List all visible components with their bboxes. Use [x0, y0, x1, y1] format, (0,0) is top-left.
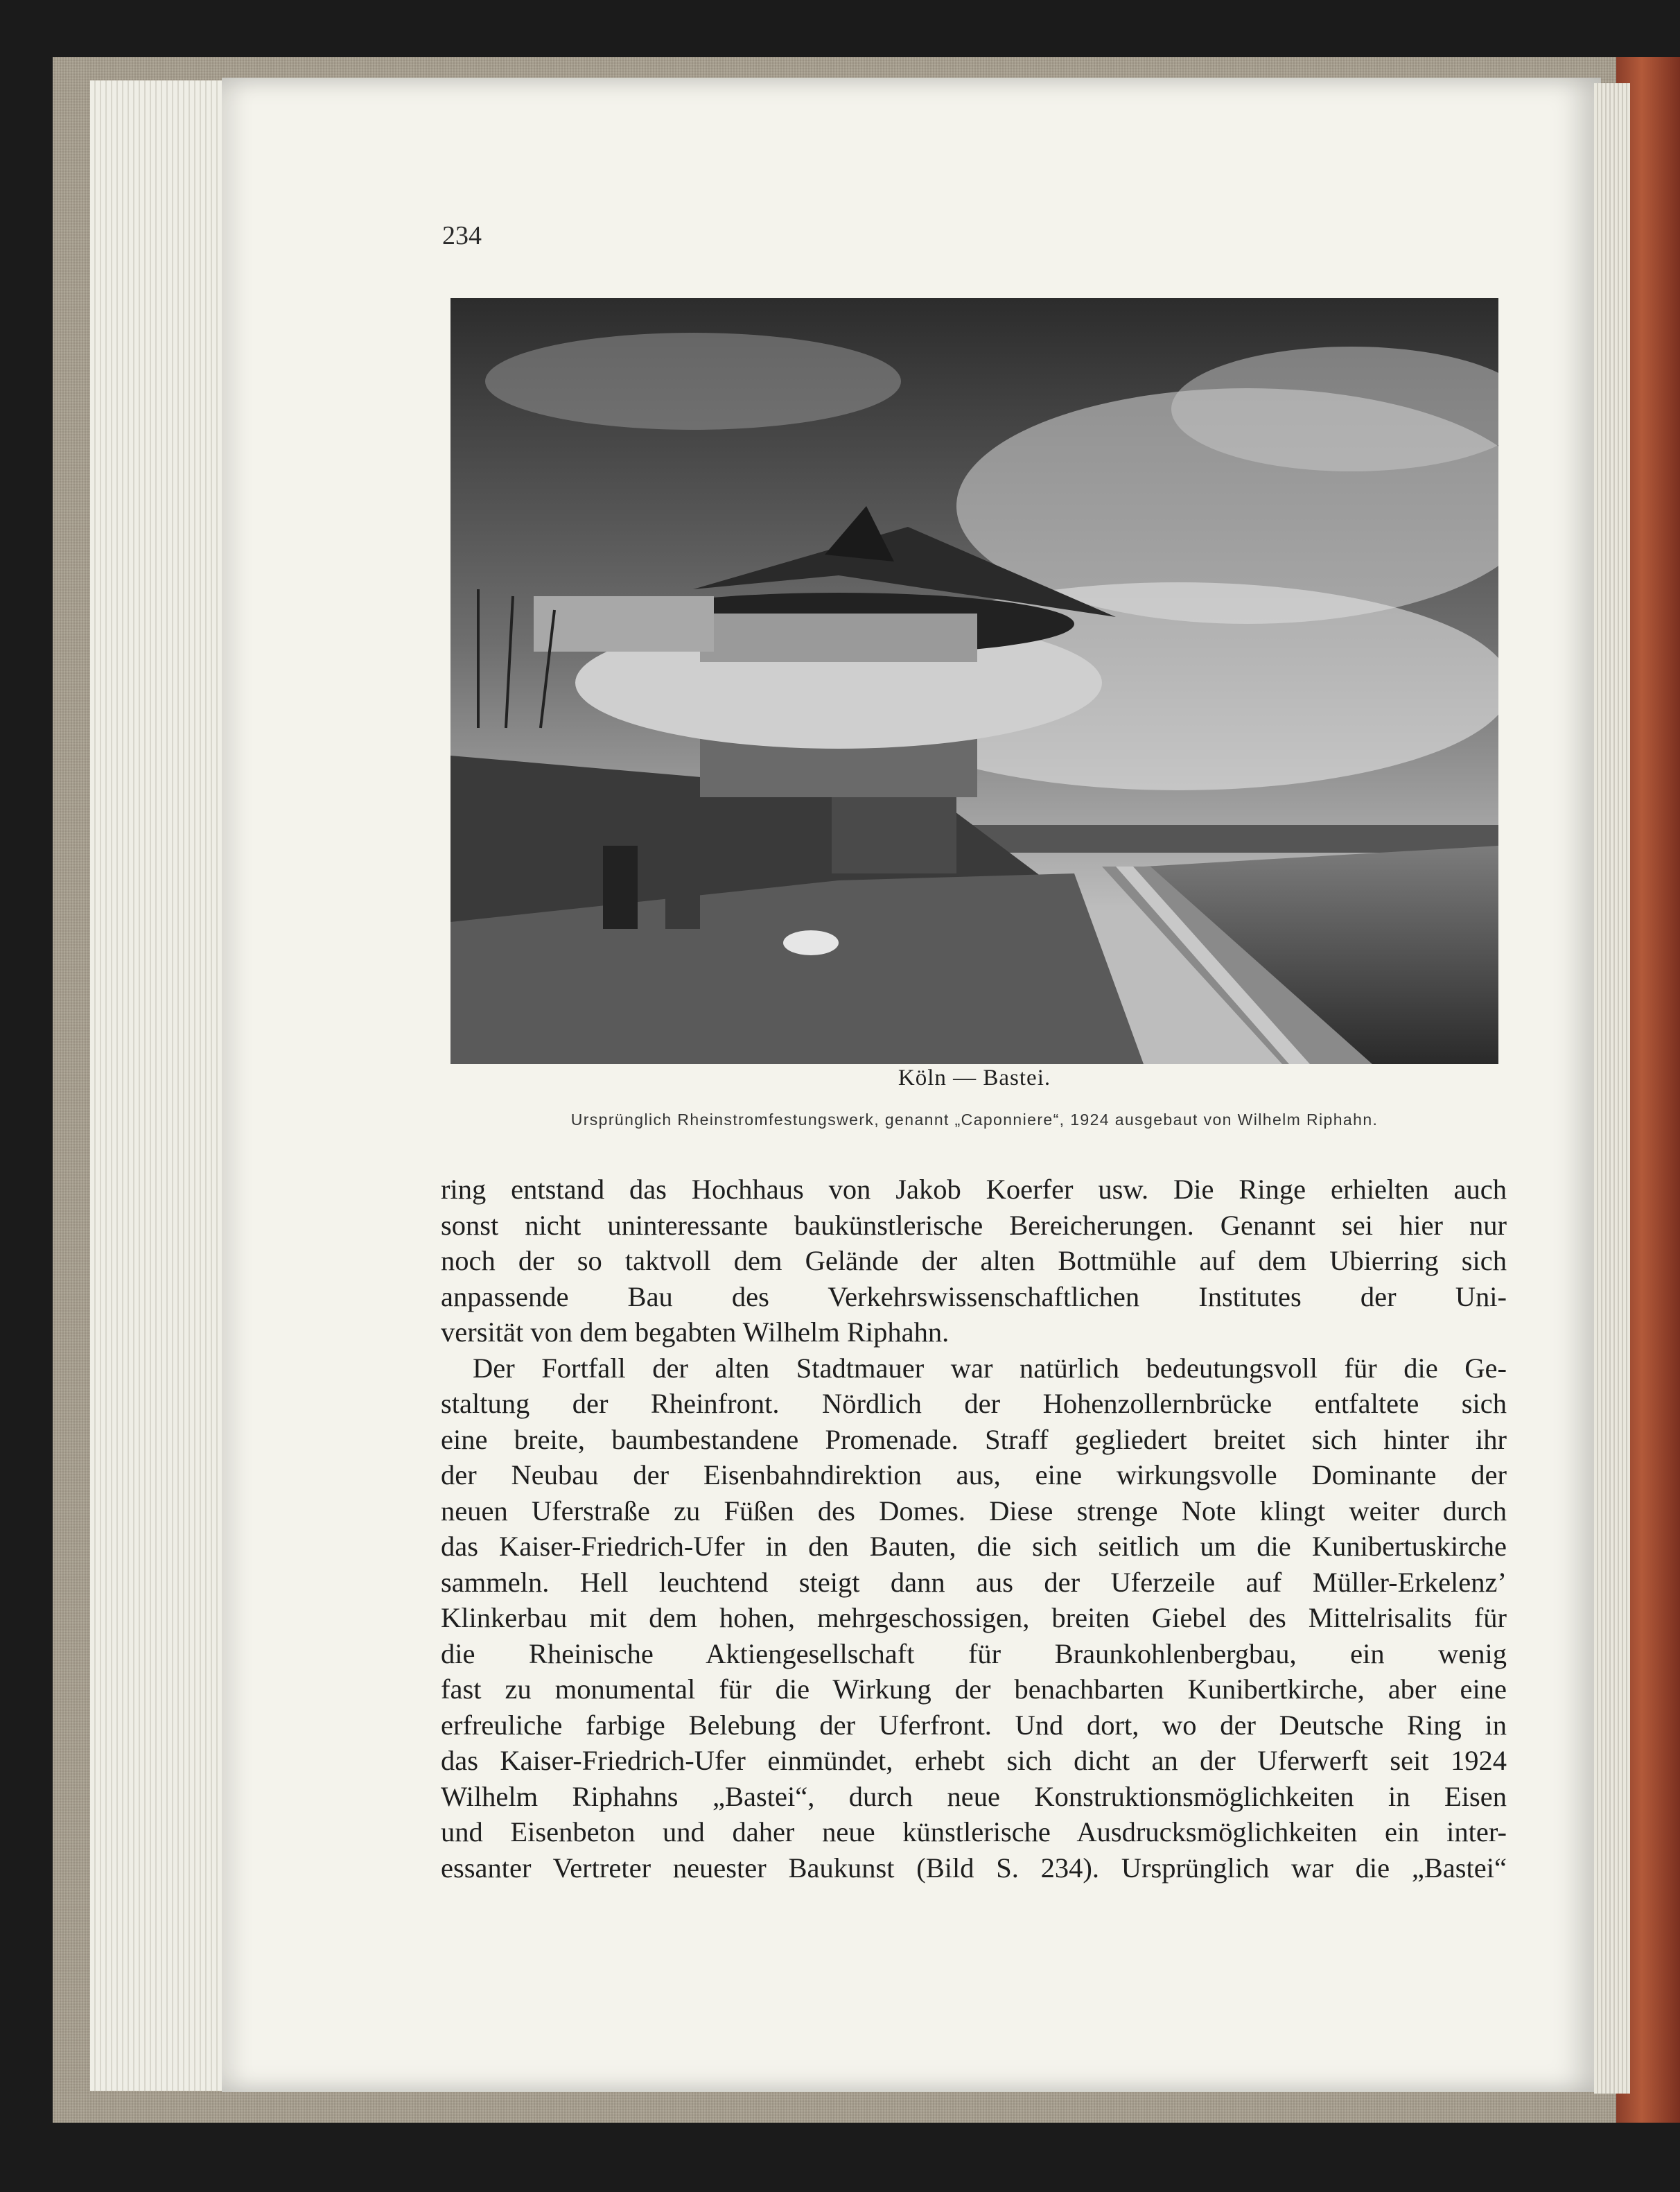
photograph-bastei — [450, 298, 1498, 1064]
text-line: Wilhelm Riphahns „Bastei“, durch neue Konstruktionsmöglichkeiten in Eisen — [441, 1780, 1507, 1812]
page-stack-right — [1594, 83, 1630, 2094]
text-line: und Eisenbeton und daher neue künstlerische Ausdrucksmöglichkeiten ein inter- — [441, 1816, 1507, 1847]
text-line: neuen Uferstraße zu Füßen des Domes. Diese strenge Note klingt weiter durch — [441, 1495, 1507, 1526]
text-line: essanter Vertreter neuester Baukunst (Bild S. 234). Ursprünglich war die „Bastei“ — [441, 1852, 1507, 1884]
text-line: anpassende Bau des Verkehrswissenschaftlichen Institutes der Uni- — [441, 1280, 1507, 1312]
text-line: ring entstand das Hochhaus von Jakob Koerfer usw. Die Ringe erhielten auch — [441, 1174, 1507, 1205]
text-line: Der Fortfall der alten Stadtmauer war natürlich bedeutungsvoll für die Ge- — [473, 1352, 1507, 1384]
photo-illustration — [450, 298, 1498, 1064]
text-line: versität von dem begabten Wilhelm Riphahn. — [441, 1316, 950, 1348]
figure-caption-title: Köln — Bastei. — [898, 1065, 1051, 1090]
text-line: staltung der Rheinfront. Nördlich der Hohenzollernbrücke entfaltete sich — [441, 1388, 1507, 1419]
page-number: 234 — [442, 221, 482, 250]
text-line: noch der so taktvoll dem Gelände der alten Bottmühle auf dem Ubierring sich — [441, 1245, 1507, 1276]
text-line: das Kaiser-Friedrich-Ufer in den Bauten, die sich seitlich um die Kunibertuskirche — [441, 1531, 1507, 1562]
page-stack-left — [90, 80, 243, 2091]
text-line: der Neubau der Eisenbahndirektion aus, eine wirkungsvolle Dominante der — [441, 1459, 1507, 1490]
text-line: die Rheinische Aktiengesellschaft für Braunkohlenbergbau, ein wenig — [441, 1637, 1507, 1669]
text-line: erfreuliche farbige Belebung der Uferfront. Und dort, wo der Deutsche Ring in — [441, 1709, 1507, 1741]
text-line: das Kaiser-Friedrich-Ufer einmündet, erhebt sich dicht an der Uferwerft seit 1924 — [441, 1745, 1507, 1776]
text-line: sonst nicht uninteressante baukünstlerische Bereicherungen. Genannt sei hier nur — [441, 1209, 1507, 1241]
text-line: Klinkerbau mit dem hohen, mehrgeschossigen, breiten Giebel des Mittelrisalits für — [441, 1602, 1507, 1633]
paragraph-1 — [441, 1172, 1507, 1350]
text-line: fast zu monumental für die Wirkung der benachbarten Kunibertkirche, aber eine — [441, 1673, 1507, 1705]
text-line: sammeln. Hell leuchtend steigt dann aus der Uferzeile auf Müller-Erkelenz’ — [441, 1566, 1507, 1598]
body-text — [441, 1172, 1507, 1886]
text-line: eine breite, baumbestandene Promenade. Straff gegliedert breitet sich hinter ihr — [441, 1423, 1507, 1455]
figure-caption-subtitle: Ursprünglich Rheinstromfestungswerk, genannt „Caponniere“, 1924 ausgebaut von Wilhelm Riphahn. — [570, 1111, 1379, 1129]
paragraph-2 — [441, 1350, 1507, 1886]
